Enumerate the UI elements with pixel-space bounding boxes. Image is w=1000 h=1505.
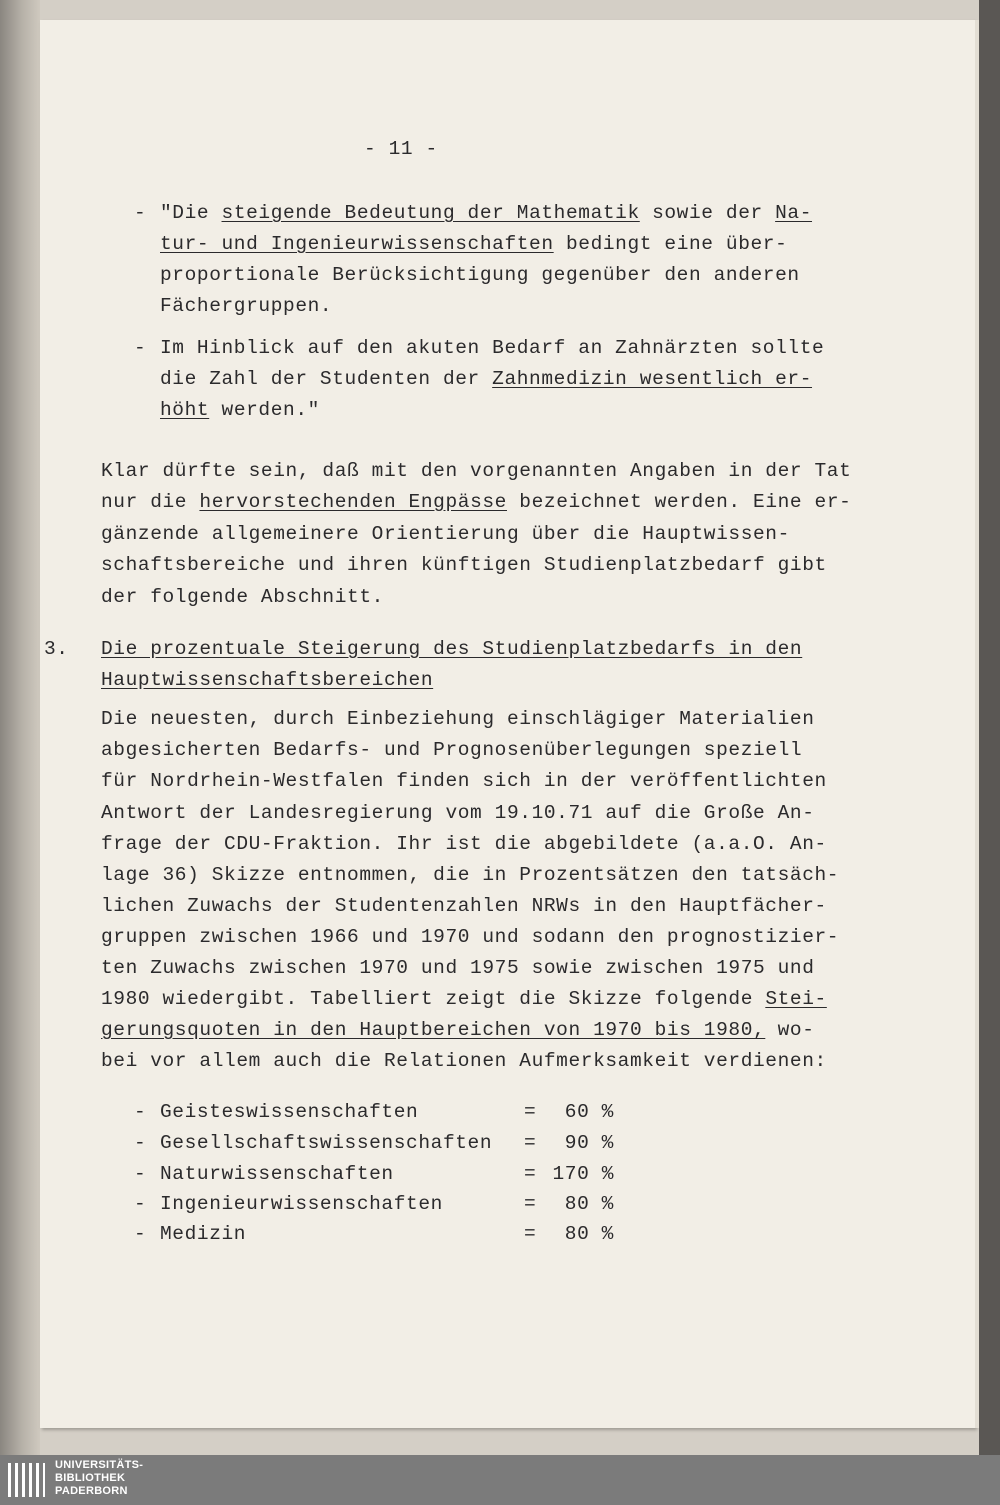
- para2-line7: lichen Zuwachs der Studentenzahlen NRWs in den Hauptfächer-: [101, 895, 827, 917]
- rate-dash: -: [134, 1223, 147, 1245]
- rate-equals: =: [524, 1101, 537, 1123]
- rate-field: Geisteswissenschaften: [160, 1101, 419, 1123]
- rate-dash: -: [134, 1101, 147, 1123]
- rate-field: Naturwissenschaften: [160, 1163, 394, 1185]
- para1-line1: Klar dürfte sein, daß mit den vorgenannten Angaben in der Tat: [101, 460, 852, 482]
- rate-field: Gesellschaftswissenschaften: [160, 1132, 493, 1154]
- library-footer: [0, 1455, 1000, 1505]
- para2-line2: abgesicherten Bedarfs- und Prognosenüberlegungen speziell: [101, 739, 803, 761]
- rate-value: 90 %: [564, 1132, 614, 1154]
- para1-line3: gänzende allgemeinere Orientierung über die Hauptwissen-: [101, 523, 790, 545]
- section-number: 3.: [44, 638, 69, 660]
- rate-dash: -: [134, 1163, 147, 1185]
- rate-equals: =: [524, 1163, 537, 1185]
- para2-line11: gerungsquoten in den Hauptbereichen von 1970 bis 1980, wo-: [101, 1019, 815, 1041]
- quote-item-1-line4: Fächergruppen.: [160, 295, 333, 317]
- library-name-line3: PADERBORN: [55, 1485, 128, 1497]
- quote-item-2-line2: die Zahl der Studenten der Zahnmedizin wesentlich er-: [160, 368, 813, 390]
- para2-line4: Antwort der Landesregierung vom 19.10.71 auf die Große An-: [101, 802, 815, 824]
- quote-item-1-line3: proportionale Berücksichtigung gegenüber den anderen: [160, 264, 800, 286]
- para2-line3: für Nordrhein-Westfalen finden sich in der veröffentlichten: [101, 770, 827, 792]
- rate-value: 80 %: [564, 1223, 614, 1245]
- rate-field: Ingenieurwissenschaften: [160, 1193, 443, 1215]
- scan-backdrop: [979, 0, 1000, 1455]
- quote-item-2-line3: höht werden.": [160, 399, 320, 421]
- para2-line8: gruppen zwischen 1966 und 1970 und sodann den prognostizier-: [101, 926, 840, 948]
- rate-equals: =: [524, 1223, 537, 1245]
- rate-value: 60 %: [564, 1101, 614, 1123]
- para2-line12: bei vor allem auch die Relationen Aufmerksamkeit verdienen:: [101, 1050, 827, 1072]
- rate-equals: =: [524, 1132, 537, 1154]
- rate-equals: =: [524, 1193, 537, 1215]
- para1-line2: nur die hervorstechenden Engpässe bezeichnet werden. Eine er-: [101, 491, 852, 513]
- library-name-line1: UNIVERSITÄTS-: [55, 1459, 144, 1471]
- quote-item-2-line1: Im Hinblick auf den akuten Bedarf an Zahnärzten sollte: [160, 337, 825, 359]
- para2-line9: ten Zuwachs zwischen 1970 und 1975 sowie zwischen 1975 und: [101, 957, 815, 979]
- quote-item-1-line1: "Die steigende Bedeutung der Mathematik sowie der Na-: [160, 202, 813, 224]
- para2-line1: Die neuesten, durch Einbeziehung einschlägiger Materialien: [101, 708, 815, 730]
- quote-item-1-dash: -: [134, 202, 147, 224]
- rate-value: 170 %: [552, 1163, 614, 1185]
- library-logo-icon: [6, 1459, 46, 1501]
- para2-line5: frage der CDU-Fraktion. Ihr ist die abgebildete (a.a.O. An-: [101, 833, 827, 855]
- quote-item-2-dash: -: [134, 337, 147, 359]
- para1-line5: der folgende Abschnitt.: [101, 586, 384, 608]
- section-heading-line1: Die prozentuale Steigerung des Studienplatzbedarfs in den: [101, 638, 803, 660]
- quote-item-1-line2: tur- und Ingenieurwissenschaften bedingt eine über-: [160, 233, 788, 255]
- rate-dash: -: [134, 1193, 147, 1215]
- rate-dash: -: [134, 1132, 147, 1154]
- para2-line6: lage 36) Skizze entnommen, die in Prozentsätzen den tatsäch-: [101, 864, 840, 886]
- library-name: [55, 1459, 143, 1498]
- para1-line4: schaftsbereiche und ihren künftigen Studienplatzbedarf gibt: [101, 554, 827, 576]
- book-binding: [0, 0, 40, 1455]
- para2-line10: 1980 wiedergibt. Tabelliert zeigt die Skizze folgende Stei-: [101, 988, 827, 1010]
- library-name-line2: BIBLIOTHEK: [55, 1472, 126, 1484]
- page-number: - 11 -: [364, 138, 438, 160]
- rate-field: Medizin: [160, 1223, 247, 1245]
- section-heading-line2: Hauptwissenschaftsbereichen: [101, 669, 434, 691]
- rate-value: 80 %: [564, 1193, 614, 1215]
